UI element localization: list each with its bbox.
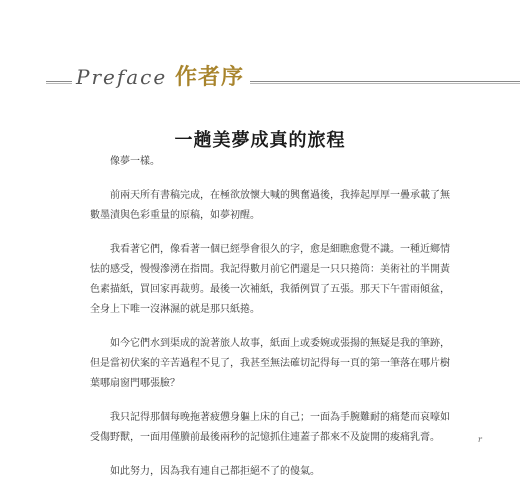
paragraph: 前兩天所有書稿完成，在極欲放懷大喊的興奮過後，我捧起厚厚一疊承載了無數墨漬與色彩重量的原稿，如夢初醒。 xyxy=(90,190,450,221)
paragraph: 如此努力，因為我有連自己都拒絕不了的傻氣。 xyxy=(110,466,320,477)
article-title: 一趟美夢成真的旅程 xyxy=(174,130,346,151)
paragraph: 像夢一樣。 xyxy=(110,156,160,167)
paragraph: 我只記得那個每晚拖著疲憊身軀上床的自己；一面為手腕難耐的痛楚而哀嚎如受傷野獸，一面用僅賸前最後兩秒的記憶抓住連蓋子都來不及旋開的痠痛乳膏。 xyxy=(90,412,450,443)
page-number: r xyxy=(478,435,482,444)
article-body xyxy=(90,152,450,496)
section-label-english: Preface xyxy=(72,65,171,89)
paragraph: 我看著它們，像看著一個已經學會很久的字，愈是細瞧愈覺不識。一種近鄉情怯的感受，慢慢滲湧在指間。我記得數月前它們還是一只只捲筒：美術社的半開黃色素描紙，買回家再裁剪。最後一次補紙，我循例買了五張。那天下午雷雨傾盆，全身上下唯一沒淋濕的就是那只紙捲。 xyxy=(90,244,450,315)
paragraph: 如今它們水到渠成的說著旅人故事，紙面上或委婉或張揚的無疑是我的筆跡，但是當初伏案的辛苦過程不見了，我甚至無法確切記得每一頁的第一筆落在哪片樹葉哪扇窗門哪張臉？ xyxy=(90,338,450,389)
section-label-chinese: 作者序 xyxy=(171,60,250,91)
section-header xyxy=(0,62,520,102)
